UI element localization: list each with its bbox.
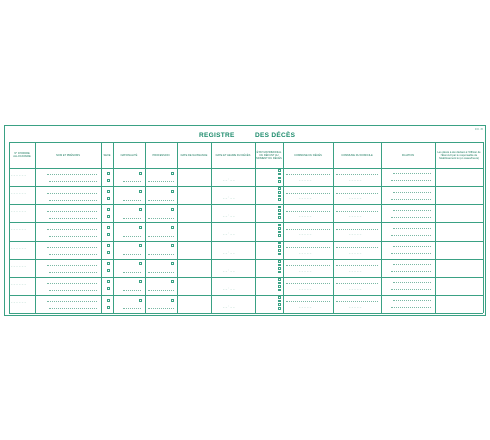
sex-f-checkbox[interactable] (107, 306, 110, 309)
column-divider (211, 142, 212, 313)
column-divider (255, 142, 256, 313)
marital-status-checkbox[interactable] (278, 278, 281, 281)
row-divider (9, 222, 483, 223)
sex-m-checkbox[interactable] (107, 208, 110, 211)
residence-commune-field[interactable] (336, 283, 378, 284)
column-divider (333, 142, 334, 313)
profession-checkbox[interactable] (171, 226, 174, 229)
filiation-father-field[interactable] (393, 282, 431, 283)
death-postal-field[interactable]: _ _ _ _ _ (299, 233, 312, 236)
sex-m-checkbox[interactable] (107, 244, 110, 247)
header-divider (9, 168, 483, 169)
death-commune-field[interactable] (286, 247, 330, 248)
filiation-mother-field[interactable] (391, 180, 431, 181)
residence-commune-field[interactable] (336, 301, 378, 302)
marital-status-checkbox[interactable] (278, 177, 281, 180)
death-hour-field[interactable]: _ _ : _ _ (223, 215, 235, 218)
marital-status-checkbox[interactable] (278, 245, 281, 248)
death-hour-field[interactable]: _ _ : _ _ (223, 305, 235, 308)
profession-checkbox[interactable] (171, 299, 174, 302)
filiation-father-field[interactable] (393, 300, 431, 301)
column-header-5: PROFESSION (152, 153, 170, 157)
profession-field[interactable] (148, 308, 174, 309)
death-commune-field[interactable] (286, 174, 330, 175)
column-header-3: SEXE (103, 153, 111, 157)
row-divider (9, 241, 483, 242)
filiation-father-field[interactable] (393, 210, 431, 211)
profession-checkbox[interactable] (171, 190, 174, 193)
marital-status-checkbox[interactable] (278, 303, 281, 306)
form-reference: R.D. 45 (474, 128, 483, 131)
column-divider (35, 142, 36, 313)
profession-checkbox[interactable] (171, 280, 174, 283)
death-postal-field[interactable]: _ _ _ _ _ (299, 305, 312, 308)
nationality-french-checkbox[interactable] (139, 299, 142, 302)
nationality-french-checkbox[interactable] (139, 280, 142, 283)
name-field[interactable] (47, 283, 97, 284)
title-des-deces: DES DÉCÈS (255, 132, 296, 139)
residence-commune-field[interactable] (336, 174, 378, 175)
column-header-2: NOM ET PRÉNOMS (56, 153, 80, 157)
filiation-mother-field[interactable] (391, 253, 431, 254)
death-hour-field[interactable]: _ _ : _ _ (223, 269, 235, 272)
profession-field[interactable] (148, 272, 174, 273)
nationality-other-field[interactable] (123, 290, 141, 291)
name-field[interactable] (47, 211, 97, 212)
filiation-father-field[interactable] (393, 264, 431, 265)
row-divider (9, 295, 483, 296)
firstname-field[interactable] (49, 200, 97, 201)
marital-status-checkbox[interactable] (278, 191, 281, 194)
residence-commune-field[interactable] (336, 247, 378, 248)
column-divider (9, 142, 10, 313)
marital-status-checkbox[interactable] (278, 271, 281, 274)
column-header-12: Les décès à été déclaré à l'Officier de l'État civil par le responsable de l'établissement le (en cases/heure) (437, 150, 481, 160)
filiation-father-field[interactable] (393, 173, 431, 174)
marital-status-checkbox[interactable] (278, 195, 281, 198)
marital-status-checkbox[interactable] (278, 300, 281, 303)
row-divider (9, 204, 483, 205)
column-divider (177, 142, 178, 313)
profession-field[interactable] (148, 254, 174, 255)
marital-status-checkbox[interactable] (278, 260, 281, 263)
death-commune-field[interactable] (286, 193, 330, 194)
marital-status-checkbox[interactable] (278, 206, 281, 209)
firstname-field[interactable] (49, 236, 97, 237)
sex-m-checkbox[interactable] (107, 190, 110, 193)
column-divider (381, 142, 382, 313)
death-hour-field[interactable]: _ _ : _ _ (223, 197, 235, 200)
death-postal-field[interactable]: _ _ _ _ _ (299, 287, 312, 290)
firstname-field[interactable] (49, 290, 97, 291)
nationality-french-checkbox[interactable] (139, 226, 142, 229)
residence-postal-field[interactable]: _ _ _ _ _ (349, 179, 362, 181)
nationality-french-checkbox[interactable] (139, 208, 142, 211)
death-hour-field[interactable]: _ _ : _ _ (223, 179, 235, 181)
marital-status-checkbox[interactable] (278, 253, 281, 256)
row-divider (9, 277, 483, 278)
nationality-other-field[interactable] (123, 236, 141, 237)
column-divider (283, 142, 284, 313)
residence-commune-field[interactable] (336, 211, 378, 212)
firstname-field[interactable] (49, 254, 97, 255)
sex-f-checkbox[interactable] (107, 287, 110, 290)
death-postal-field[interactable]: _ _ _ _ _ (299, 179, 312, 181)
profession-checkbox[interactable] (171, 262, 174, 265)
profession-checkbox[interactable] (171, 172, 174, 175)
filiation-mother-field[interactable] (391, 235, 431, 236)
register-title (5, 132, 485, 142)
profession-field[interactable] (148, 218, 174, 219)
marital-status-checkbox[interactable] (278, 216, 281, 219)
nationality-other-field[interactable] (123, 200, 141, 201)
marital-status-checkbox[interactable] (278, 224, 281, 227)
sex-m-checkbox[interactable] (107, 172, 110, 175)
column-divider (435, 142, 436, 313)
filiation-father-field[interactable] (393, 228, 431, 229)
marital-status-checkbox[interactable] (278, 198, 281, 201)
firstname-field[interactable] (49, 218, 97, 219)
column-divider (483, 142, 484, 313)
death-hour-field[interactable]: _ _ : _ _ (223, 287, 235, 290)
column-header-8: ÉTAT MATRIMONIAL DU DÉFUNT AU MOMENT DU DÉCÈS (256, 150, 282, 160)
order-number-field[interactable]: _ _ _ _ _ _ (11, 300, 27, 303)
marital-status-checkbox[interactable] (278, 285, 281, 288)
name-field[interactable] (47, 265, 97, 266)
name-field[interactable] (47, 301, 97, 302)
residence-postal-field[interactable]: _ _ _ _ _ (349, 305, 362, 308)
sex-f-checkbox[interactable] (107, 215, 110, 218)
profession-checkbox[interactable] (171, 208, 174, 211)
death-hour-field[interactable]: _ _ : _ _ (223, 233, 235, 236)
name-field[interactable] (47, 174, 97, 175)
marital-status-checkbox[interactable] (278, 231, 281, 234)
order-number-field[interactable]: _ _ _ _ _ _ (11, 210, 27, 213)
nationality-french-checkbox[interactable] (139, 172, 142, 175)
marital-status-checkbox[interactable] (278, 209, 281, 212)
filiation-mother-field[interactable] (391, 289, 431, 290)
residence-postal-field[interactable]: _ _ _ _ _ (349, 215, 362, 218)
residence-postal-field[interactable]: _ _ _ _ _ (349, 233, 362, 236)
column-divider (101, 142, 102, 313)
column-header-9: COMMUNE DU DÉCÈS (294, 153, 322, 157)
sex-f-checkbox[interactable] (107, 197, 110, 200)
order-number-field[interactable]: _ _ _ _ _ _ (11, 246, 27, 249)
death-postal-field[interactable]: _ _ _ _ _ (299, 197, 312, 200)
residence-commune-field[interactable] (336, 193, 378, 194)
filiation-father-field[interactable] (393, 246, 431, 247)
nationality-french-checkbox[interactable] (139, 190, 142, 193)
row-divider (9, 313, 483, 314)
death-postal-field[interactable]: _ _ _ _ _ (299, 269, 312, 272)
death-commune-field[interactable] (286, 211, 330, 212)
marital-status-checkbox[interactable] (278, 296, 281, 299)
residence-postal-field[interactable]: _ _ _ _ _ (349, 251, 362, 254)
order-number-field[interactable]: _ _ _ _ _ _ (11, 228, 27, 231)
nationality-french-checkbox[interactable] (139, 244, 142, 247)
death-commune-field[interactable] (286, 283, 330, 284)
order-number-field[interactable]: _ _ _ _ _ _ (11, 174, 27, 176)
marital-status-checkbox[interactable] (278, 169, 281, 172)
column-divider (145, 142, 146, 313)
marital-status-checkbox[interactable] (278, 187, 281, 190)
filiation-mother-field[interactable] (391, 307, 431, 308)
nationality-french-checkbox[interactable] (139, 262, 142, 265)
marital-status-checkbox[interactable] (278, 234, 281, 237)
column-header-1: N° D'ORDRE ALLOCATAIRE (13, 152, 31, 158)
title-registre: REGISTRE (199, 132, 235, 139)
filiation-mother-field[interactable] (391, 271, 431, 272)
column-header-6: DATE DE NAISSANCE (180, 153, 208, 157)
nationality-other-field[interactable] (123, 272, 141, 273)
marital-status-checkbox[interactable] (278, 264, 281, 267)
residence-commune-field[interactable] (336, 265, 378, 266)
residence-postal-field[interactable]: _ _ _ _ _ (349, 197, 362, 200)
column-header-10: COMMUNE DU DOMICILE (341, 153, 373, 157)
sex-f-checkbox[interactable] (107, 269, 110, 272)
filiation-father-field[interactable] (393, 192, 431, 193)
profession-field[interactable] (148, 200, 174, 201)
sex-m-checkbox[interactable] (107, 262, 110, 265)
residence-postal-field[interactable]: _ _ _ _ _ (349, 287, 362, 290)
marital-status-checkbox[interactable] (278, 249, 281, 252)
column-divider (113, 142, 114, 313)
residence-commune-field[interactable] (336, 229, 378, 230)
column-header-7: DATE ET HEURE DU DÉCÈS (215, 153, 251, 157)
firstname-field[interactable] (49, 181, 97, 182)
nationality-other-field[interactable] (123, 181, 141, 182)
row-divider (9, 259, 483, 260)
sex-m-checkbox[interactable] (107, 226, 110, 229)
marital-status-checkbox[interactable] (278, 180, 281, 183)
row-divider (9, 186, 483, 187)
marital-status-checkbox[interactable] (278, 289, 281, 292)
marital-status-checkbox[interactable] (278, 267, 281, 270)
register-table (9, 142, 483, 313)
order-number-field[interactable]: _ _ _ _ _ _ (11, 264, 27, 267)
sex-f-checkbox[interactable] (107, 233, 110, 236)
sex-m-checkbox[interactable] (107, 299, 110, 302)
profession-field[interactable] (148, 236, 174, 237)
death-postal-field[interactable]: _ _ _ _ _ (299, 251, 312, 254)
column-header-4: NATIONALITÉ (120, 153, 138, 157)
column-header-11: FILIATION (401, 153, 415, 157)
filiation-mother-field[interactable] (391, 217, 431, 218)
sex-m-checkbox[interactable] (107, 280, 110, 283)
filiation-mother-field[interactable] (391, 199, 431, 200)
death-hour-field[interactable]: _ _ : _ _ (223, 251, 235, 254)
sex-f-checkbox[interactable] (107, 251, 110, 254)
order-number-field[interactable]: _ _ _ _ _ _ (11, 192, 27, 195)
grid-top-border (9, 142, 483, 143)
sex-f-checkbox[interactable] (107, 179, 110, 182)
marital-status-checkbox[interactable] (278, 213, 281, 216)
name-field[interactable] (47, 247, 97, 248)
profession-checkbox[interactable] (171, 244, 174, 247)
marital-status-checkbox[interactable] (278, 173, 281, 176)
profession-field[interactable] (148, 181, 174, 182)
marital-status-checkbox[interactable] (278, 282, 281, 285)
name-field[interactable] (47, 229, 97, 230)
nationality-other-field[interactable] (123, 308, 141, 309)
death-commune-field[interactable] (286, 265, 330, 266)
death-register-form (4, 125, 486, 316)
firstname-field[interactable] (49, 272, 97, 273)
name-field[interactable] (47, 193, 97, 194)
death-commune-field[interactable] (286, 301, 330, 302)
nationality-other-field[interactable] (123, 254, 141, 255)
death-commune-field[interactable] (286, 229, 330, 230)
death-postal-field[interactable]: _ _ _ _ _ (299, 215, 312, 218)
profession-field[interactable] (148, 290, 174, 291)
order-number-field[interactable]: _ _ _ _ _ _ (11, 282, 27, 285)
marital-status-checkbox[interactable] (278, 242, 281, 245)
marital-status-checkbox[interactable] (278, 227, 281, 230)
firstname-field[interactable] (49, 308, 97, 309)
residence-postal-field[interactable]: _ _ _ _ _ (349, 269, 362, 272)
nationality-other-field[interactable] (123, 218, 141, 219)
marital-status-checkbox[interactable] (278, 307, 281, 310)
